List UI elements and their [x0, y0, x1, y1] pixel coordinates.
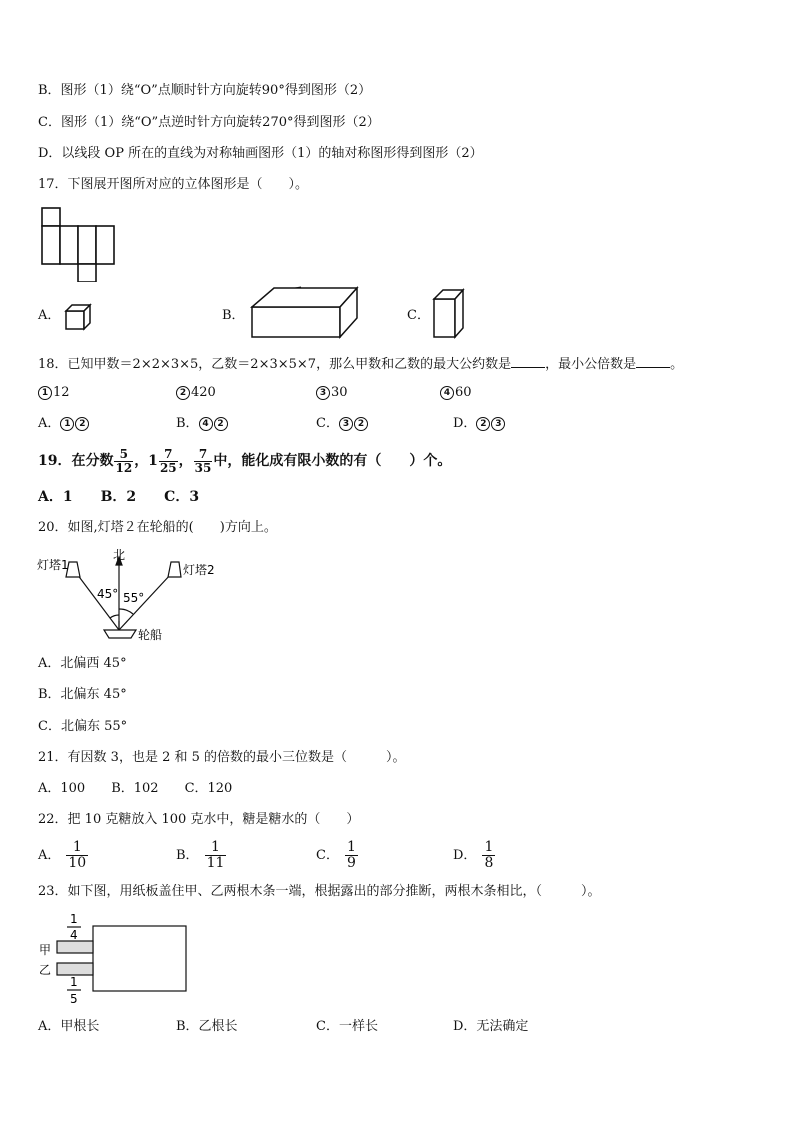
tower2-label: 灯塔2 [183, 563, 215, 577]
q23-option-a[interactable]: A．甲根长 [38, 1019, 100, 1034]
q22-stem: 22．把 10 克糖放入 100 克水中，糖是糖水的（ ） [38, 812, 360, 827]
q17-net-figure [38, 206, 124, 282]
q17-option-a-label: A． [38, 308, 61, 323]
q16-option-c: C．图形（1）绕“O”点逆时针方向旋转270°得到图形（2） [38, 115, 380, 130]
q23-stem: 23．如下图，用纸板盖住甲、乙两根木条一端，根据露出的部分推断，两根木条相比，（ ）。 [38, 884, 601, 899]
net-face-4 [96, 226, 114, 264]
q18-stem-part1: 18．已知甲数＝2×2×3×5，乙数＝2×3×5×7，那么甲数和乙数的最大公约数是 [38, 357, 512, 372]
q17-stem: 17．下图展开图所对应的立体图形是（ ）。 [38, 177, 309, 192]
angle-55-label: 55° [123, 591, 145, 605]
q20-option-b[interactable]: B．北偏东 45° [38, 687, 127, 702]
q18-choice-2: 2 420 [176, 385, 216, 401]
stick-yi-label: 乙 [39, 963, 52, 977]
q20-option-c[interactable]: C．北偏东 55° [38, 719, 128, 734]
tower1-label: 灯塔1 [37, 558, 69, 572]
q17-option-c-label: C． [407, 308, 430, 323]
q19-fraction-2: $\frac{7}{25}$ [159, 446, 177, 475]
q16-option-d: D．以线段 OP 所在的直线为对称轴画图形（1）的轴对称图形得到图形（2） [38, 146, 483, 161]
q16-option-b: B．图形（1）绕“O”点顺时针方向旋转90°得到图形（2） [38, 83, 372, 98]
q19-fraction-1: $\frac{5}{12}$ [115, 446, 133, 475]
q22-option-c[interactable]: C． $\frac{1}{9}$ [316, 839, 356, 871]
q23-option-c[interactable]: C．一样长 [316, 1019, 378, 1034]
q18-stem-part3: 。 [670, 357, 684, 372]
q18-stem [38, 355, 683, 373]
q21-stem: 21．有因数 3，也是 2 和 5 的倍数的最小三位数是（ ）。 [38, 750, 406, 765]
q18-choice-1: 1 12 [38, 385, 70, 401]
q18-blank-lcm[interactable] [636, 355, 670, 368]
q23-option-b[interactable]: B．乙根长 [176, 1019, 238, 1034]
q22-option-d[interactable]: D． $\frac{1}{8}$ [453, 839, 494, 871]
north-label: 北 [113, 548, 126, 562]
q19-stem: 19．在分数 $\frac{5}{12}$ ，1 $\frac{7}{25}$ ， $\frac{7}{35}$ 中，能化成有限小数的有（ ）个。 [38, 446, 452, 475]
net-bottom-square [78, 264, 96, 282]
stick-yi-fraction-den: 5 [70, 992, 78, 1006]
q18-option-a[interactable]: A． 1 2 [38, 416, 90, 432]
ship-label: 轮船 [138, 628, 163, 642]
q23-option-d[interactable]: D．无法确定 [453, 1019, 529, 1034]
stick-jia-fraction-den: 4 [70, 928, 78, 942]
q18-choice-3: 3 30 [316, 385, 348, 401]
stick-yi-fraction-num: 1 [70, 975, 78, 989]
q19-options: A．1 B．2 C．3 [38, 489, 200, 505]
q18-option-d[interactable]: D． 2 3 [453, 416, 506, 432]
q23-sticks-figure [36, 910, 191, 1010]
stick-jia-label: 甲 [39, 943, 52, 957]
q22-option-a[interactable]: A． $\frac{1}{10}$ [38, 839, 87, 871]
stick-jia-fraction-num: 1 [70, 912, 78, 926]
q17-option-b-label: B． [222, 308, 245, 323]
net-face-3 [78, 226, 96, 264]
net-face-1 [42, 226, 60, 264]
q18-stem-part2: ，最小公倍数是 [545, 357, 637, 372]
q17-option-c-tall-box [432, 288, 466, 340]
q18-option-b[interactable]: B． 4 2 [176, 416, 229, 432]
q20-compass-figure [36, 547, 226, 647]
q20-stem: 20．如图,灯塔２在轮船的( )方向上。 [38, 520, 277, 535]
q17-option-b-flat-box [249, 284, 361, 340]
q20-option-a[interactable]: A．北偏西 45° [38, 656, 127, 671]
q18-option-c[interactable]: C． 3 2 [316, 416, 369, 432]
net-top-square [42, 208, 60, 226]
net-face-2 [60, 226, 78, 264]
q21-options: A．100 B．102 C．120 [38, 781, 233, 796]
q22-option-b[interactable]: B． $\frac{1}{11}$ [176, 839, 225, 871]
q18-choice-4: 4 60 [440, 385, 472, 401]
q18-blank-gcd[interactable] [511, 355, 545, 368]
q17-option-a-small-cube [64, 303, 94, 331]
q19-fraction-3: $\frac{7}{35}$ [194, 446, 212, 475]
angle-45-label: 45° [97, 587, 119, 601]
